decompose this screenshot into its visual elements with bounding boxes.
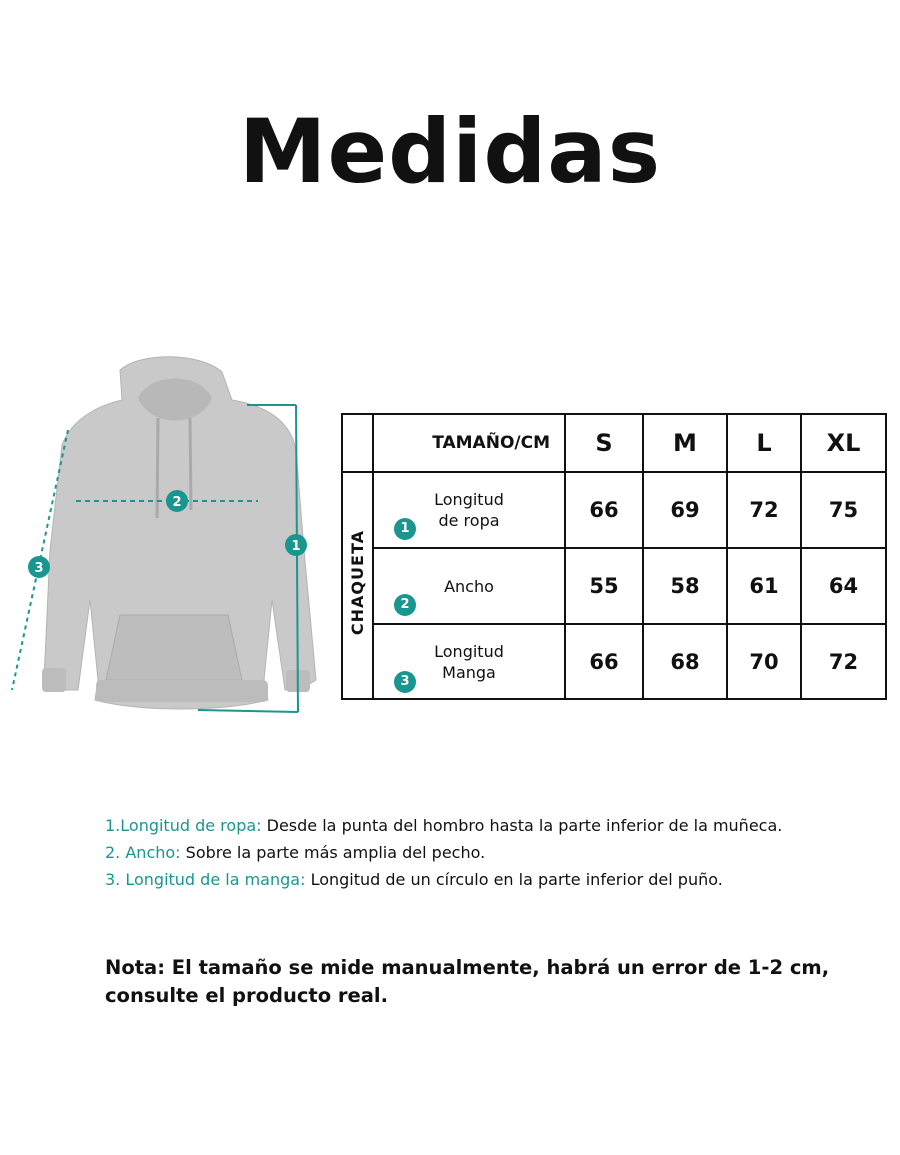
measurement-definitions (105, 812, 895, 893)
definition-item (105, 866, 895, 893)
size-header-row (342, 414, 886, 472)
value-cell: 75 (801, 472, 886, 548)
value-cell: 55 (565, 548, 643, 624)
group-label-cell (342, 472, 373, 699)
row-label: Ancho (444, 576, 494, 596)
value-cell: 69 (643, 472, 727, 548)
row-label: Manga (442, 662, 496, 682)
row-label: Longitud (434, 490, 504, 509)
definition-text: Longitud de un círculo en la parte inferior del puño. (310, 870, 723, 889)
marker-3-icon (28, 556, 50, 578)
badge-2-icon: 2 (394, 594, 416, 616)
definition-item (105, 812, 895, 839)
value-cell: 72 (727, 472, 801, 548)
row-label-cell (373, 624, 565, 699)
definition-term: 1.Longitud de ropa: (105, 816, 262, 835)
value-cell: 64 (801, 548, 886, 624)
value-cell: 66 (565, 624, 643, 699)
value-cell: 68 (643, 624, 727, 699)
size-table (341, 413, 887, 700)
definition-item (105, 839, 895, 866)
svg-text:1: 1 (291, 539, 301, 554)
measurement-note (105, 954, 895, 1010)
hoodie-illustration (0, 350, 330, 730)
value-cell: 72 (801, 624, 886, 699)
table-row (342, 472, 886, 548)
row-label: Longitud (434, 641, 504, 661)
definition-term: 3. Longitud de la manga: (105, 870, 306, 889)
value-cell: 58 (643, 548, 727, 624)
row-label: de ropa (438, 511, 500, 530)
table-row (342, 624, 886, 699)
definition-text: Desde la punta del hombro hasta la parte inferior de la muñeca. (266, 816, 783, 835)
definition-term: 2. Ancho: (105, 843, 181, 862)
size-unit-header: TAMAÑO/CM (373, 414, 565, 472)
size-header-xl: XL (801, 414, 886, 472)
row-label-cell (373, 472, 565, 548)
svg-text:2: 2 (172, 495, 182, 510)
svg-text:3: 3 (34, 561, 44, 576)
page-title: Medidas (238, 100, 662, 203)
group-label: CHAQUETA (348, 530, 367, 636)
size-header-l: L (727, 414, 801, 472)
size-header-m: M (643, 414, 727, 472)
badge-3-icon: 3 (394, 671, 416, 693)
note-line: consulte el producto real. (105, 984, 389, 1007)
badge-1-icon: 1 (394, 518, 416, 540)
corner-cell (342, 414, 373, 472)
row-label-cell (373, 548, 565, 624)
size-header-s: S (565, 414, 643, 472)
value-cell: 66 (565, 472, 643, 548)
marker-1-icon (285, 534, 307, 556)
value-cell: 70 (727, 624, 801, 699)
note-line: Nota: El tamaño se mide manualmente, habrá un error de 1-2 cm, (105, 956, 830, 979)
table-row (342, 548, 886, 624)
definition-text: Sobre la parte más amplia del pecho. (185, 843, 486, 862)
value-cell: 61 (727, 548, 801, 624)
hoodie-pocket (106, 615, 242, 680)
marker-2-icon (166, 490, 188, 512)
